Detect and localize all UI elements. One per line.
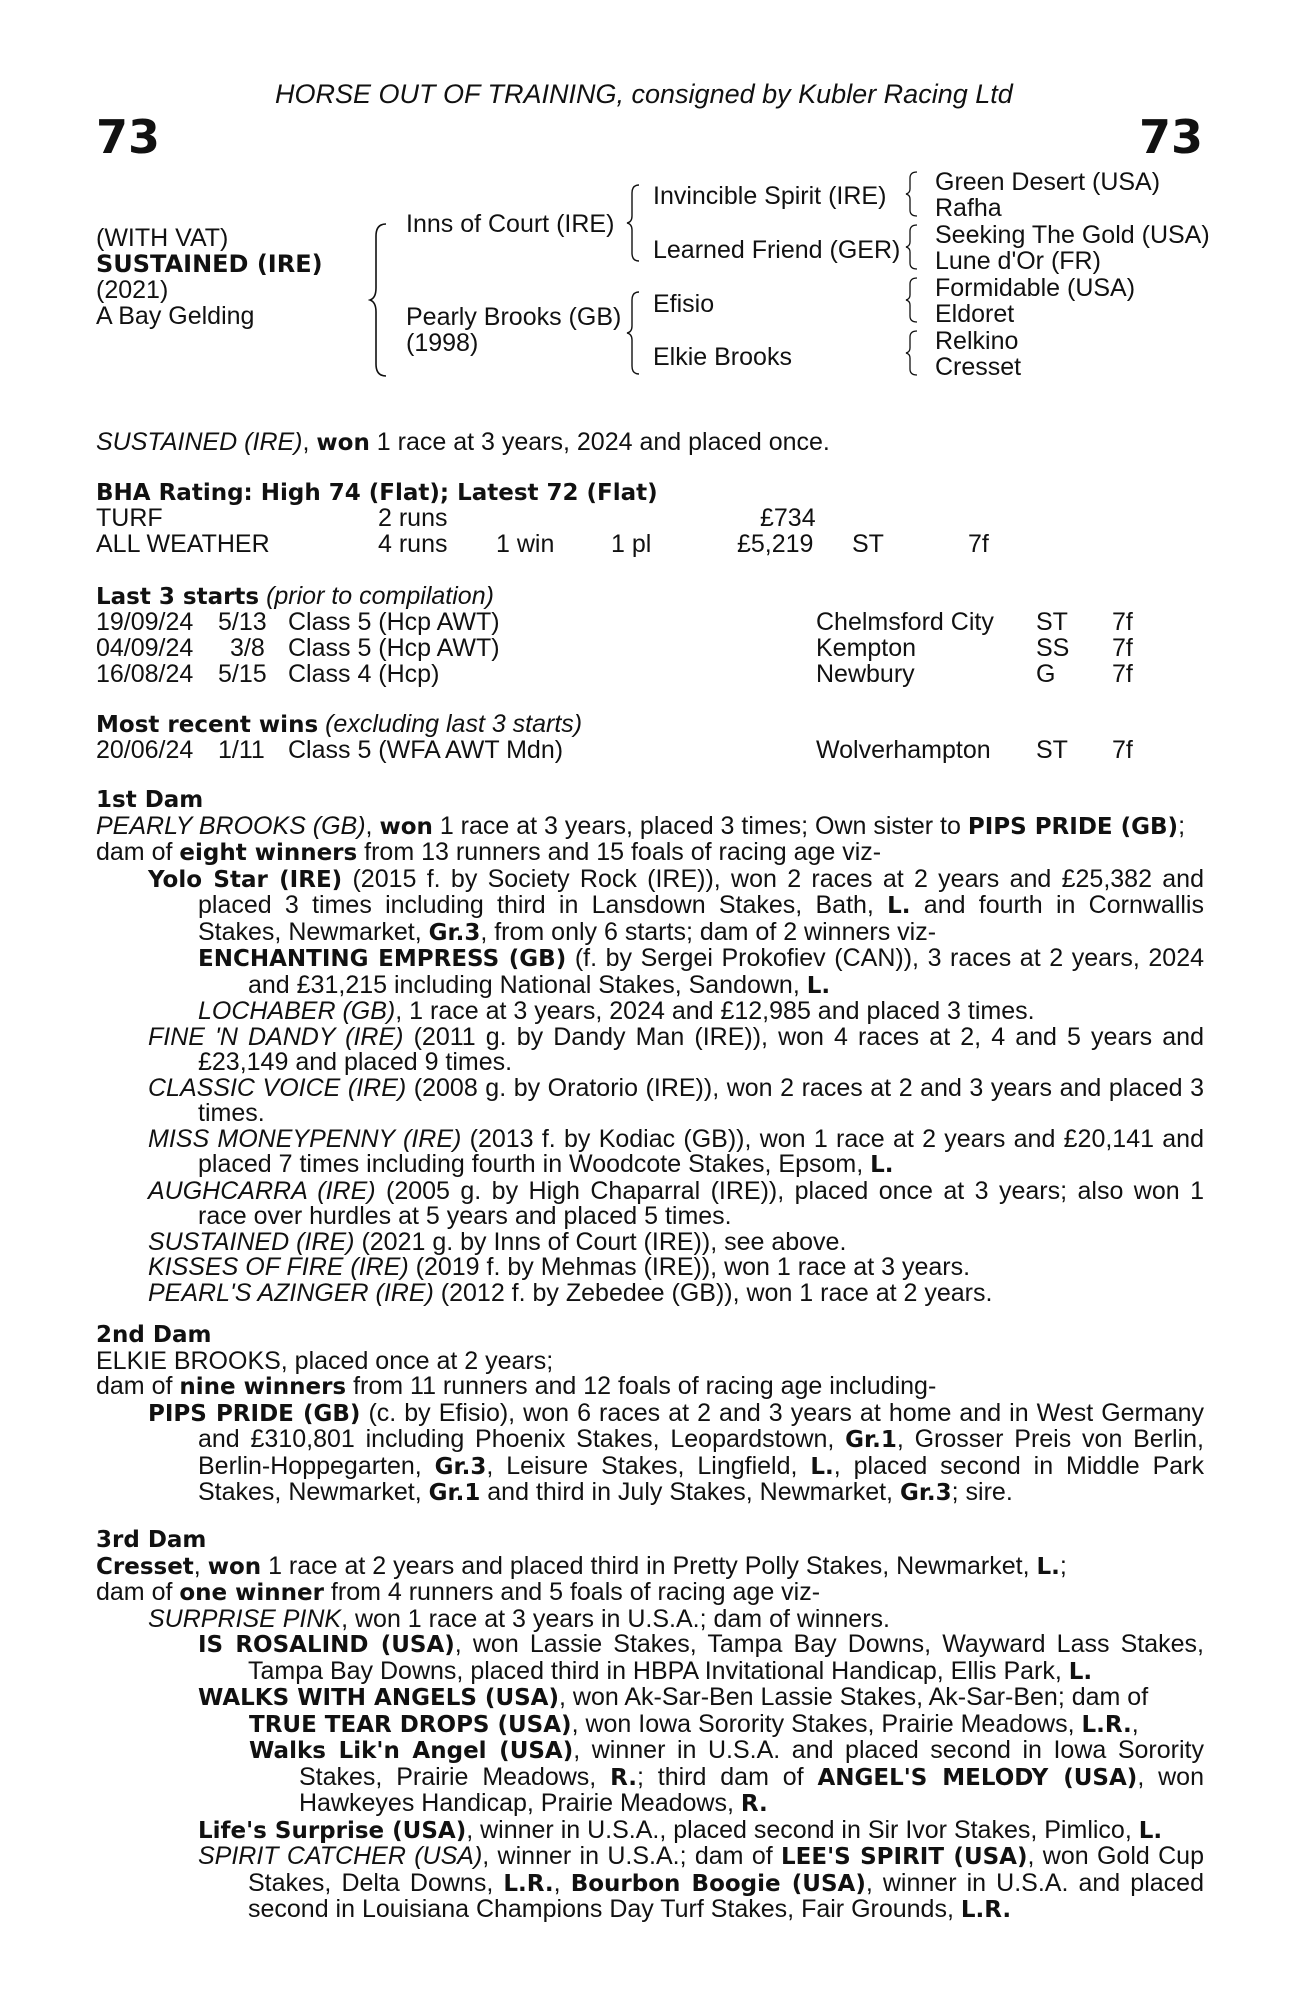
pedigree-ssd: Rafha (935, 194, 1002, 222)
pedigree-dam-year: (1998) (406, 329, 479, 357)
produce-entry: CLASSIC VOICE (IRE) (2008 g. by Oratorio (IRE)), won 2 races at 2 and 3 years and placed 3 times. (148, 1073, 1204, 1127)
race-summary (96, 430, 830, 457)
start-race: Class 5 (Hcp AWT) (288, 634, 500, 662)
win-date: 20/06/24 (96, 736, 194, 764)
start-course: Kempton (816, 634, 917, 662)
first-dam-produce-summary: dam of eight winners from 13 runners and 15 foals of racing age viz- (96, 838, 882, 866)
start-date: 19/09/24 (96, 608, 194, 636)
produce-entry: PIPS PRIDE (GB) (c. by Efisio), won 6 races at 2 and 3 years at home and in West Germany and £310,801 including Phoenix Stakes, Leopardstown, Gr.1, Grosser Preis von Berlin, Berlin-Hoppegarten, Gr.3, Leisure Stakes, Lingfield, L., placed second in Middle Park Stakes, Newmarket, Gr.1 and third in July Stakes, Newmarket, Gr.3; sire. (148, 1398, 1205, 1506)
pedigree-sdd: Lune d'Or (FR) (935, 247, 1101, 275)
rating-surface: TURF (96, 504, 163, 532)
second-dam-section (96, 1323, 1204, 1507)
pedigree-dss: Formidable (USA) (935, 274, 1136, 302)
start-course: Chelmsford City (816, 608, 994, 636)
rating-title: BHA Rating: High 74 (Flat); Latest 72 (Flat) (96, 480, 658, 506)
first-dam-intro: PEARLY BROOKS (GB), won 1 race at 3 years, placed 3 times; Own sister to PIPS PRIDE (GB); (96, 811, 1186, 840)
catalogue-header: HORSE OUT OF TRAINING, consigned by Kubler Racing Ltd (275, 79, 1013, 109)
rating-placed: 1 pl (611, 530, 652, 558)
start-distance: 7f (1112, 608, 1133, 636)
pedigree-dds: Relkino (935, 327, 1019, 355)
pedigree-dam: Pearly Brooks (GB) (406, 303, 622, 331)
last3-title: Last 3 starts (96, 584, 260, 610)
pedigree-sss: Green Desert (USA) (935, 168, 1161, 196)
second-dam-title: 2nd Dam (96, 1322, 212, 1348)
produce-entry: MISS MONEYPENNY (IRE) (2013 f. by Kodiac (GB)), won 1 race at 2 years and £20,141 and placed 7 times including fourth in Woodcote Stakes, Epsom, L. (148, 1124, 1204, 1178)
pedigree-brace-dam (626, 290, 642, 376)
last3-title-line (96, 584, 494, 611)
rating-runs: 2 runs (378, 504, 448, 532)
start-race: Class 4 (Hcp) (288, 660, 440, 688)
pedigree-dam-dam: Elkie Brooks (653, 343, 792, 371)
pedigree-brace-ss (905, 170, 919, 218)
start-distance: 7f (1112, 634, 1133, 662)
pedigree-ddd: Cresset (935, 353, 1022, 381)
pedigree-brace-ds (905, 276, 919, 324)
recent-title: Most recent wins (96, 712, 319, 738)
first-dam-title: 1st Dam (96, 787, 204, 813)
start-date: 16/08/24 (96, 660, 194, 688)
produce-entry: Yolo Star (IRE) (2015 f. by Society Rock (IRE)), won 2 races at 2 years and £25,382 and placed 3 times including third in Lansdown Stakes, Bath, L. and fourth in Cornwallis Stakes, Newmarket, Gr.3, from only 6 starts; dam of 2 winners viz- (148, 864, 1204, 946)
rating-distance: 7f (968, 530, 989, 558)
rating-going: ST (852, 530, 884, 558)
rating-wins: 1 win (496, 530, 555, 558)
produce-entry: IS ROSALIND (USA), won Lassie Stakes, Tampa Bay Downs, Wayward Lass Stakes, Tampa Bay Downs, placed third in HBPA Invitational Handicap, Ellis Park, L. (198, 1630, 1204, 1685)
start-date: 04/09/24 (96, 634, 194, 662)
second-dam-produce-summary: dam of nine winners from 11 runners and 12 foals of racing age including- (96, 1372, 937, 1400)
pedigree-sire: Inns of Court (IRE) (406, 210, 615, 238)
last3-note: (prior to compilation) (259, 582, 494, 610)
produce-entry: WALKS WITH ANGELS (USA), won Ak-Sar-Ben Lassie Stakes, Ak-Sar-Ben; dam of (198, 1683, 1149, 1711)
produce-entry: KISSES OF FIRE (IRE) (2019 f. by Mehmas (IRE)), won 1 race at 3 years. (148, 1253, 971, 1281)
start-position: 5/13 (218, 608, 267, 636)
vat-label: (WITH VAT) (96, 224, 229, 252)
summary-rest: 1 race at 3 years, 2024 and placed once. (369, 428, 830, 456)
pedigree-brace-dd (905, 329, 919, 377)
rating-runs: 4 runs (378, 530, 448, 558)
start-position: 3/8 (230, 634, 265, 662)
produce-entry: SUSTAINED (IRE) (2021 g. by Inns of Court (IRE)), see above. (148, 1227, 847, 1256)
summary-sep: , (302, 428, 317, 456)
third-dam-intro: Cresset, won 1 race at 2 years and placed third in Pretty Polly Stakes, Newmarket, L.; (96, 1551, 1067, 1580)
recent-note: (excluding last 3 starts) (318, 710, 583, 738)
pedigree-sire-dam: Learned Friend (GER) (653, 236, 901, 264)
start-going: ST (1036, 608, 1068, 636)
rating-surface: ALL WEATHER (96, 530, 270, 558)
recent-title-line (96, 712, 582, 739)
horse-description: A Bay Gelding (96, 302, 255, 330)
produce-entry: AUGHCARRA (IRE) (2005 g. by High Chaparral (IRE)), placed once at 3 years; also won 1 race over hurdles at 5 years and placed 5 times. (148, 1176, 1204, 1230)
produce-entry: SURPRISE PINK, won 1 race at 3 years in U.S.A.; dam of winners. (148, 1604, 890, 1633)
pedigree-sds: Seeking The Gold (USA) (935, 221, 1210, 249)
win-position: 1/11 (218, 736, 265, 764)
start-going: G (1036, 660, 1056, 688)
start-course: Newbury (816, 660, 915, 688)
summary-name: SUSTAINED (IRE) (96, 428, 303, 456)
third-dam-produce-summary: dam of one winner from 4 runners and 5 foals of racing age viz- (96, 1578, 821, 1606)
produce-entry: Life's Surprise (USA), winner in U.S.A., placed second in Sir Ivor Stakes, Pimlico, L. (198, 1815, 1163, 1844)
pedigree-brace-sd (905, 223, 919, 271)
start-distance: 7f (1112, 660, 1133, 688)
pedigree-brace-sire (626, 183, 642, 263)
third-dam-title: 3rd Dam (96, 1527, 207, 1553)
produce-entry: FINE 'N DANDY (IRE) (2011 g. by Dandy Man (IRE)), won 4 races at 2, 4 and 5 years and £23,149 and placed 9 times. (148, 1022, 1204, 1076)
win-going: ST (1036, 736, 1068, 764)
pedigree-sire-sire: Invincible Spirit (IRE) (653, 182, 887, 210)
horse-year: (2021) (96, 276, 169, 304)
produce-entry: ENCHANTING EMPRESS (GB) (f. by Sergei Prokofiev (CAN)), 3 races at 2 years, 2024 and £31,215 including National Stakes, Sandown, L. (198, 944, 1204, 999)
rating-prize: £734 (760, 504, 816, 532)
second-dam-intro: ELKIE BROOKS, placed once at 2 years; (96, 1346, 554, 1375)
start-position: 5/15 (218, 660, 267, 688)
pedigree-brace-main (368, 222, 390, 378)
win-distance: 7f (1112, 736, 1133, 764)
win-course: Wolverhampton (816, 736, 991, 764)
rating-prize: £5,219 (737, 530, 814, 558)
lot-number-right: 73 (1138, 110, 1203, 164)
horse-name: SUSTAINED (IRE) (96, 250, 323, 278)
produce-entry: TRUE TEAR DROPS (USA), won Iowa Sorority Stakes, Prairie Meadows, L.R., (249, 1709, 1139, 1738)
pedigree-dam-sire: Efisio (653, 290, 715, 318)
produce-entry: Walks Lik'n Angel (USA), winner in U.S.A. and placed second in Iowa Sorority Stakes, Prairie Meadows, R.; third dam of ANGEL'S MELODY (USA), won Hawkeyes Handicap, Prairie Meadows, R. (249, 1736, 1204, 1817)
produce-entry: SPIRIT CATCHER (USA), winner in U.S.A.; dam of LEE'S SPIRIT (USA), won Gold Cup Stakes, Delta Downs, L.R., Bourbon Boogie (USA), winner in U.S.A. and placed second in Louisiana Champions Day Turf Stakes, Fair Grounds, L.R. (198, 1842, 1204, 1923)
start-race: Class 5 (Hcp AWT) (288, 608, 500, 636)
summary-won: won (316, 430, 370, 456)
produce-entry: PEARL'S AZINGER (IRE) (2012 f. by Zebedee (GB)), won 1 race at 2 years. (148, 1278, 993, 1307)
pedigree-dsd: Eldoret (935, 300, 1015, 328)
third-dam-section (96, 1528, 1204, 1924)
produce-entry: LOCHABER (GB), 1 race at 3 years, 2024 and £12,985 and placed 3 times. (198, 997, 1035, 1025)
win-race: Class 5 (WFA AWT Mdn) (288, 736, 564, 764)
first-dam-section (96, 788, 1204, 1306)
lot-number-left: 73 (96, 110, 161, 164)
start-going: SS (1036, 634, 1070, 662)
